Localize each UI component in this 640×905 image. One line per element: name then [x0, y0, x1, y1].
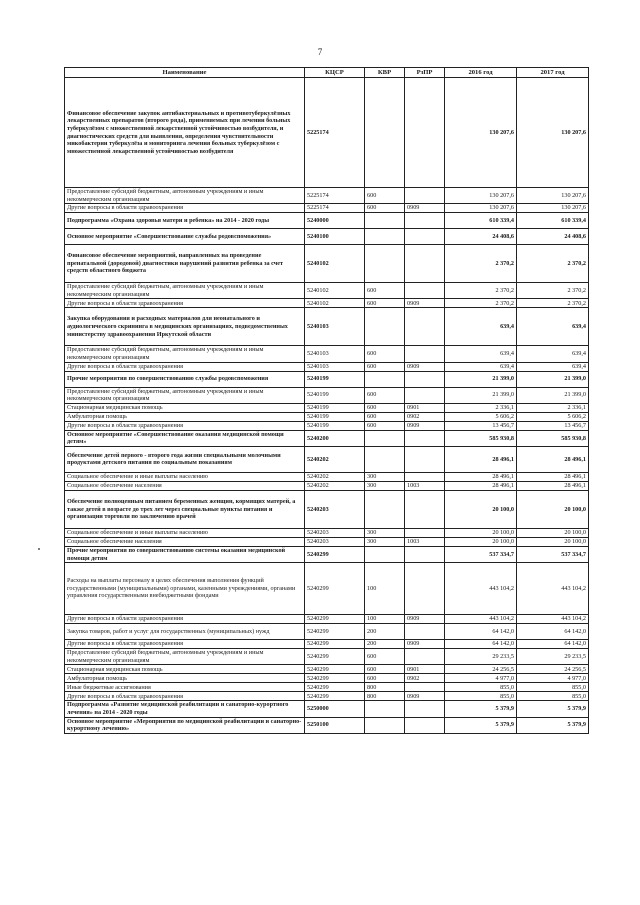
row-amount-2017: 5 379,9	[517, 701, 589, 717]
row-rzpr	[405, 430, 445, 446]
row-kcsr: 5240299	[305, 649, 365, 665]
row-amount-2016: 21 399,0	[445, 371, 517, 387]
row-name: Прочие мероприятия по совершенствованию службы родовспоможения	[65, 371, 305, 387]
row-kvr: 600	[365, 665, 405, 674]
row-name: Другие вопросы в области здравоохранения	[65, 640, 305, 649]
row-amount-2017: 855,0	[517, 692, 589, 701]
row-kvr	[365, 446, 405, 472]
row-amount-2017: 5 379,9	[517, 717, 589, 733]
row-amount-2016: 639,4	[445, 346, 517, 362]
row-amount-2017: 24 256,5	[517, 665, 589, 674]
row-name: Амбулаторная помощь	[65, 674, 305, 683]
row-kvr	[365, 78, 405, 188]
row-name: Подпрограмма «Развитие медицинской реабилитации и санаторно-курортного лечения» на 2014 - 2020 годы	[65, 701, 305, 717]
row-kvr: 800	[365, 692, 405, 701]
row-name: Социальное обеспечение населения	[65, 481, 305, 490]
row-amount-2016: 2 370,2	[445, 299, 517, 308]
row-kcsr: 5240299	[305, 563, 365, 615]
row-kvr	[365, 229, 405, 245]
row-name: Стационарная медицинская помощь	[65, 665, 305, 674]
row-rzpr	[405, 717, 445, 733]
row-kcsr: 5240199	[305, 403, 365, 412]
row-amount-2017: 28 496,1	[517, 472, 589, 481]
row-name: Другие вопросы в области здравоохранения	[65, 204, 305, 213]
row-rzpr	[405, 229, 445, 245]
table-row	[65, 188, 589, 204]
header-rzpr: РзПР	[405, 68, 445, 78]
row-amount-2017: 64 142,0	[517, 640, 589, 649]
row-kvr: 600	[365, 649, 405, 665]
row-name: Социальное обеспечение и иные выплаты населению	[65, 472, 305, 481]
row-amount-2017: 20 100,0	[517, 490, 589, 528]
row-kvr: 100	[365, 563, 405, 615]
row-kcsr: 5240299	[305, 615, 365, 624]
row-kvr	[365, 546, 405, 562]
row-name: Социальное обеспечение населения	[65, 537, 305, 546]
row-name: Финансовое обеспечение мероприятий, направленных на проведение пренатальной (дородовой) диагностики нарушений развития ребенка за счет средств областного бюджета	[65, 245, 305, 283]
row-kvr: 600	[365, 188, 405, 204]
row-rzpr: 0909	[405, 362, 445, 371]
row-name: Прочие мероприятия по совершенствованию системы оказания медицинской помощи детям	[65, 546, 305, 562]
row-kvr: 200	[365, 624, 405, 640]
table-row	[65, 362, 589, 371]
table-row	[65, 387, 589, 403]
row-amount-2016: 585 930,8	[445, 430, 517, 446]
row-amount-2016: 24 408,6	[445, 229, 517, 245]
row-kcsr: 5240199	[305, 387, 365, 403]
row-kcsr: 5240199	[305, 371, 365, 387]
row-kcsr: 5240203	[305, 528, 365, 537]
row-kvr: 600	[365, 283, 405, 299]
row-name: Предоставление субсидий бюджетным, автономным учреждениям и иным некоммерческим организациям	[65, 649, 305, 665]
row-kcsr: 5240299	[305, 624, 365, 640]
row-amount-2016: 2 370,2	[445, 283, 517, 299]
row-amount-2017: 639,4	[517, 362, 589, 371]
row-amount-2016: 537 334,7	[445, 546, 517, 562]
row-kcsr: 5240299	[305, 665, 365, 674]
row-name: Другие вопросы в области здравоохранения	[65, 421, 305, 430]
row-name: Обеспечение полноценным питанием беременных женщин, кормящих матерей, а также детей в возрасте до трех лет через специальные пункты питания и организации торговли по заключению врачей	[65, 490, 305, 528]
row-kcsr: 5240103	[305, 346, 365, 362]
table-row	[65, 403, 589, 412]
row-amount-2016: 28 496,1	[445, 446, 517, 472]
row-kvr	[365, 701, 405, 717]
budget-table	[64, 67, 589, 734]
row-kcsr: 5240100	[305, 229, 365, 245]
row-kcsr: 5240299	[305, 640, 365, 649]
row-amount-2017: 855,0	[517, 683, 589, 692]
table-row	[65, 204, 589, 213]
row-name: Предоставление субсидий бюджетным, автономным учреждениям и иным некоммерческим организациям	[65, 387, 305, 403]
row-kcsr: 5240299	[305, 692, 365, 701]
row-amount-2017: 2 336,1	[517, 403, 589, 412]
row-amount-2016: 28 496,1	[445, 481, 517, 490]
row-kvr	[365, 371, 405, 387]
row-rzpr	[405, 188, 445, 204]
table-row	[65, 421, 589, 430]
row-kcsr: 5225174	[305, 78, 365, 188]
row-name: Основное мероприятие «Мероприятия по медицинской реабилитации и санаторно-курортному лечению»	[65, 717, 305, 733]
table-row	[65, 283, 589, 299]
row-kvr: 600	[365, 346, 405, 362]
table-row	[65, 717, 589, 733]
row-rzpr	[405, 624, 445, 640]
row-kcsr: 5240102	[305, 245, 365, 283]
row-kvr: 600	[365, 299, 405, 308]
row-kvr: 100	[365, 615, 405, 624]
row-rzpr: 0909	[405, 692, 445, 701]
table-row	[65, 229, 589, 245]
row-kcsr: 5240299	[305, 546, 365, 562]
row-amount-2016: 20 100,0	[445, 537, 517, 546]
row-amount-2017: 639,4	[517, 346, 589, 362]
row-name: Обеспечение детей первого - второго года жизни специальными молочными продуктами детского питания по социальным показаниям	[65, 446, 305, 472]
row-amount-2016: 5 606,2	[445, 412, 517, 421]
row-kvr: 300	[365, 481, 405, 490]
row-name: Основное мероприятие «Совершенствование оказания медицинской помощи детям»	[65, 430, 305, 446]
row-amount-2017: 5 606,2	[517, 412, 589, 421]
table-row	[65, 546, 589, 562]
row-amount-2017: 4 977,0	[517, 674, 589, 683]
row-amount-2016: 610 339,4	[445, 213, 517, 229]
row-rzpr	[405, 387, 445, 403]
row-name: Основное мероприятие «Совершенствование службы родовспоможения»	[65, 229, 305, 245]
table-row	[65, 412, 589, 421]
row-name: Иные бюджетные ассигнования	[65, 683, 305, 692]
table-row	[65, 446, 589, 472]
row-amount-2017: 28 496,1	[517, 446, 589, 472]
row-kvr	[365, 717, 405, 733]
row-amount-2017: 585 930,8	[517, 430, 589, 446]
row-rzpr: 0909	[405, 640, 445, 649]
row-amount-2016: 855,0	[445, 683, 517, 692]
table-row	[65, 615, 589, 624]
row-kcsr: 5240000	[305, 213, 365, 229]
row-kcsr: 5240103	[305, 362, 365, 371]
row-amount-2017: 13 456,7	[517, 421, 589, 430]
scan-speck	[38, 548, 40, 550]
row-name: Другие вопросы в области здравоохранения	[65, 615, 305, 624]
row-amount-2016: 24 256,5	[445, 665, 517, 674]
row-amount-2017: 443 104,2	[517, 563, 589, 615]
table-row	[65, 299, 589, 308]
table-row	[65, 78, 589, 188]
table-row	[65, 472, 589, 481]
row-rzpr: 1003	[405, 537, 445, 546]
row-kcsr: 5240203	[305, 537, 365, 546]
row-kvr: 300	[365, 537, 405, 546]
table-row	[65, 624, 589, 640]
row-kcsr: 5225174	[305, 188, 365, 204]
row-kcsr: 5250100	[305, 717, 365, 733]
row-amount-2017: 610 339,4	[517, 213, 589, 229]
row-kcsr: 5240102	[305, 283, 365, 299]
row-name: Подпрограмма «Охрана здоровья матери и ребенка» на 2014 - 2020 годы	[65, 213, 305, 229]
table-row	[65, 537, 589, 546]
table-row	[65, 674, 589, 683]
row-rzpr	[405, 472, 445, 481]
row-amount-2017: 21 399,0	[517, 387, 589, 403]
row-kvr: 600	[365, 362, 405, 371]
table-row	[65, 649, 589, 665]
row-amount-2016: 2 336,1	[445, 403, 517, 412]
table-row	[65, 563, 589, 615]
table-body	[65, 78, 589, 734]
header-year-2016: 2016 год	[445, 68, 517, 78]
row-kvr: 300	[365, 528, 405, 537]
row-kcsr: 5240299	[305, 683, 365, 692]
row-kvr: 300	[365, 472, 405, 481]
row-amount-2016: 443 104,2	[445, 615, 517, 624]
row-kvr	[365, 430, 405, 446]
row-rzpr	[405, 701, 445, 717]
table-row	[65, 371, 589, 387]
row-amount-2016: 5 379,9	[445, 701, 517, 717]
table-header-row	[65, 68, 589, 78]
row-amount-2017: 64 142,0	[517, 624, 589, 640]
row-name: Социальное обеспечение и иные выплаты населению	[65, 528, 305, 537]
row-rzpr	[405, 371, 445, 387]
row-rzpr	[405, 346, 445, 362]
row-rzpr	[405, 213, 445, 229]
row-rzpr: 0909	[405, 204, 445, 213]
row-amount-2017: 443 104,2	[517, 615, 589, 624]
header-year-2017: 2017 год	[517, 68, 589, 78]
row-kvr	[365, 490, 405, 528]
table-row	[65, 528, 589, 537]
row-amount-2016: 20 100,0	[445, 528, 517, 537]
row-kvr: 600	[365, 387, 405, 403]
row-amount-2016: 130 207,6	[445, 204, 517, 213]
row-amount-2017: 130 207,6	[517, 204, 589, 213]
row-rzpr	[405, 446, 445, 472]
row-kcsr: 5240103	[305, 308, 365, 346]
row-amount-2016: 64 142,0	[445, 640, 517, 649]
row-kvr: 800	[365, 683, 405, 692]
row-amount-2017: 130 207,6	[517, 188, 589, 204]
row-amount-2016: 64 142,0	[445, 624, 517, 640]
row-name: Финансовое обеспечение закупок антибактериальных и противотуберкулёзных лекарственных препаратов (второго ряда), применяемых при лечении больных туберкулёзом с множественной лекарственной устойчивостью возбудителя, и диагностических средств для выявления, определения чувствительности микобактерии туберкулёза и мониторинга лечения больных туберкулёзом с множественной лекарственной устойчивостью возбудителя	[65, 78, 305, 188]
row-rzpr	[405, 563, 445, 615]
row-kvr	[365, 308, 405, 346]
row-kvr	[365, 245, 405, 283]
row-kvr: 600	[365, 674, 405, 683]
row-rzpr: 0909	[405, 299, 445, 308]
table-row	[65, 308, 589, 346]
row-name: Другие вопросы в области здравоохранения	[65, 692, 305, 701]
row-kcsr: 5250000	[305, 701, 365, 717]
header-kvr: КВР	[365, 68, 405, 78]
table-row	[65, 701, 589, 717]
row-rzpr	[405, 490, 445, 528]
row-rzpr	[405, 78, 445, 188]
row-name: Предоставление субсидий бюджетным, автономным учреждениям и иным некоммерческим организациям	[65, 283, 305, 299]
row-amount-2017: 2 370,2	[517, 283, 589, 299]
row-rzpr	[405, 283, 445, 299]
table-row	[65, 213, 589, 229]
row-kvr: 600	[365, 412, 405, 421]
row-name: Расходы на выплаты персоналу в целях обеспечения выполнения функций государственными (муниципальными) органами, казенными учреждениями, органами управления государственными внебюджетными фондами	[65, 563, 305, 615]
row-kvr: 200	[365, 640, 405, 649]
table-row	[65, 245, 589, 283]
row-amount-2016: 20 100,0	[445, 490, 517, 528]
row-name: Другие вопросы в области здравоохранения	[65, 299, 305, 308]
page-number: 7	[317, 47, 323, 57]
row-rzpr: 0909	[405, 421, 445, 430]
row-amount-2016: 443 104,2	[445, 563, 517, 615]
row-amount-2016: 5 379,9	[445, 717, 517, 733]
header-name: Наименование	[65, 68, 305, 78]
row-kvr: 600	[365, 204, 405, 213]
row-name: Амбулаторная помощь	[65, 412, 305, 421]
row-kcsr: 5240202	[305, 446, 365, 472]
row-rzpr: 0902	[405, 674, 445, 683]
row-name: Стационарная медицинская помощь	[65, 403, 305, 412]
row-amount-2016: 130 207,6	[445, 188, 517, 204]
row-amount-2017: 2 370,2	[517, 299, 589, 308]
row-kvr	[365, 213, 405, 229]
row-kcsr: 5240202	[305, 481, 365, 490]
row-rzpr	[405, 683, 445, 692]
row-rzpr	[405, 528, 445, 537]
row-amount-2017: 21 399,0	[517, 371, 589, 387]
row-amount-2016: 855,0	[445, 692, 517, 701]
row-amount-2016: 13 456,7	[445, 421, 517, 430]
row-amount-2017: 537 334,7	[517, 546, 589, 562]
table-row	[65, 640, 589, 649]
row-amount-2017: 130 207,6	[517, 78, 589, 188]
row-kcsr: 5240199	[305, 412, 365, 421]
row-amount-2017: 20 100,0	[517, 537, 589, 546]
row-amount-2017: 29 233,5	[517, 649, 589, 665]
row-amount-2016: 639,4	[445, 308, 517, 346]
header-kcsr: КЦСР	[305, 68, 365, 78]
row-rzpr: 0902	[405, 412, 445, 421]
row-amount-2016: 29 233,5	[445, 649, 517, 665]
row-rzpr: 1003	[405, 481, 445, 490]
row-kcsr: 5240102	[305, 299, 365, 308]
row-name: Закупка товаров, работ и услуг для государственных (муниципальных) нужд	[65, 624, 305, 640]
row-amount-2016: 2 370,2	[445, 245, 517, 283]
row-name: Предоставление субсидий бюджетным, автономным учреждениям и иным некоммерческим организациям	[65, 188, 305, 204]
row-kcsr: 5240199	[305, 421, 365, 430]
row-amount-2016: 4 977,0	[445, 674, 517, 683]
table-row	[65, 346, 589, 362]
row-amount-2016: 130 207,6	[445, 78, 517, 188]
row-kcsr: 5240299	[305, 674, 365, 683]
table-row	[65, 665, 589, 674]
row-kvr: 600	[365, 421, 405, 430]
table-row	[65, 692, 589, 701]
row-name: Другие вопросы в области здравоохранения	[65, 362, 305, 371]
row-rzpr: 0901	[405, 665, 445, 674]
row-amount-2017: 24 408,6	[517, 229, 589, 245]
row-kcsr: 5225174	[305, 204, 365, 213]
row-rzpr	[405, 546, 445, 562]
row-amount-2017: 20 100,0	[517, 528, 589, 537]
row-amount-2017: 28 496,1	[517, 481, 589, 490]
row-amount-2016: 639,4	[445, 362, 517, 371]
row-rzpr	[405, 308, 445, 346]
row-kcsr: 5240200	[305, 430, 365, 446]
row-amount-2016: 28 496,1	[445, 472, 517, 481]
row-amount-2016: 21 399,0	[445, 387, 517, 403]
row-name: Закупка оборудования и расходных материалов для неонатального и аудиологического скрининга в медицинских организациях, подведомственных министерству здравоохранения Иркутской области	[65, 308, 305, 346]
table-row	[65, 430, 589, 446]
row-kvr: 600	[365, 403, 405, 412]
row-amount-2017: 2 370,2	[517, 245, 589, 283]
row-name: Предоставление субсидий бюджетным, автономным учреждениям и иным некоммерческим организациям	[65, 346, 305, 362]
table-row	[65, 490, 589, 528]
table-row	[65, 683, 589, 692]
row-rzpr	[405, 649, 445, 665]
table-row	[65, 481, 589, 490]
row-kcsr: 5240202	[305, 472, 365, 481]
row-rzpr: 0909	[405, 615, 445, 624]
row-rzpr	[405, 245, 445, 283]
row-amount-2017: 639,4	[517, 308, 589, 346]
row-kcsr: 5240203	[305, 490, 365, 528]
row-rzpr: 0901	[405, 403, 445, 412]
